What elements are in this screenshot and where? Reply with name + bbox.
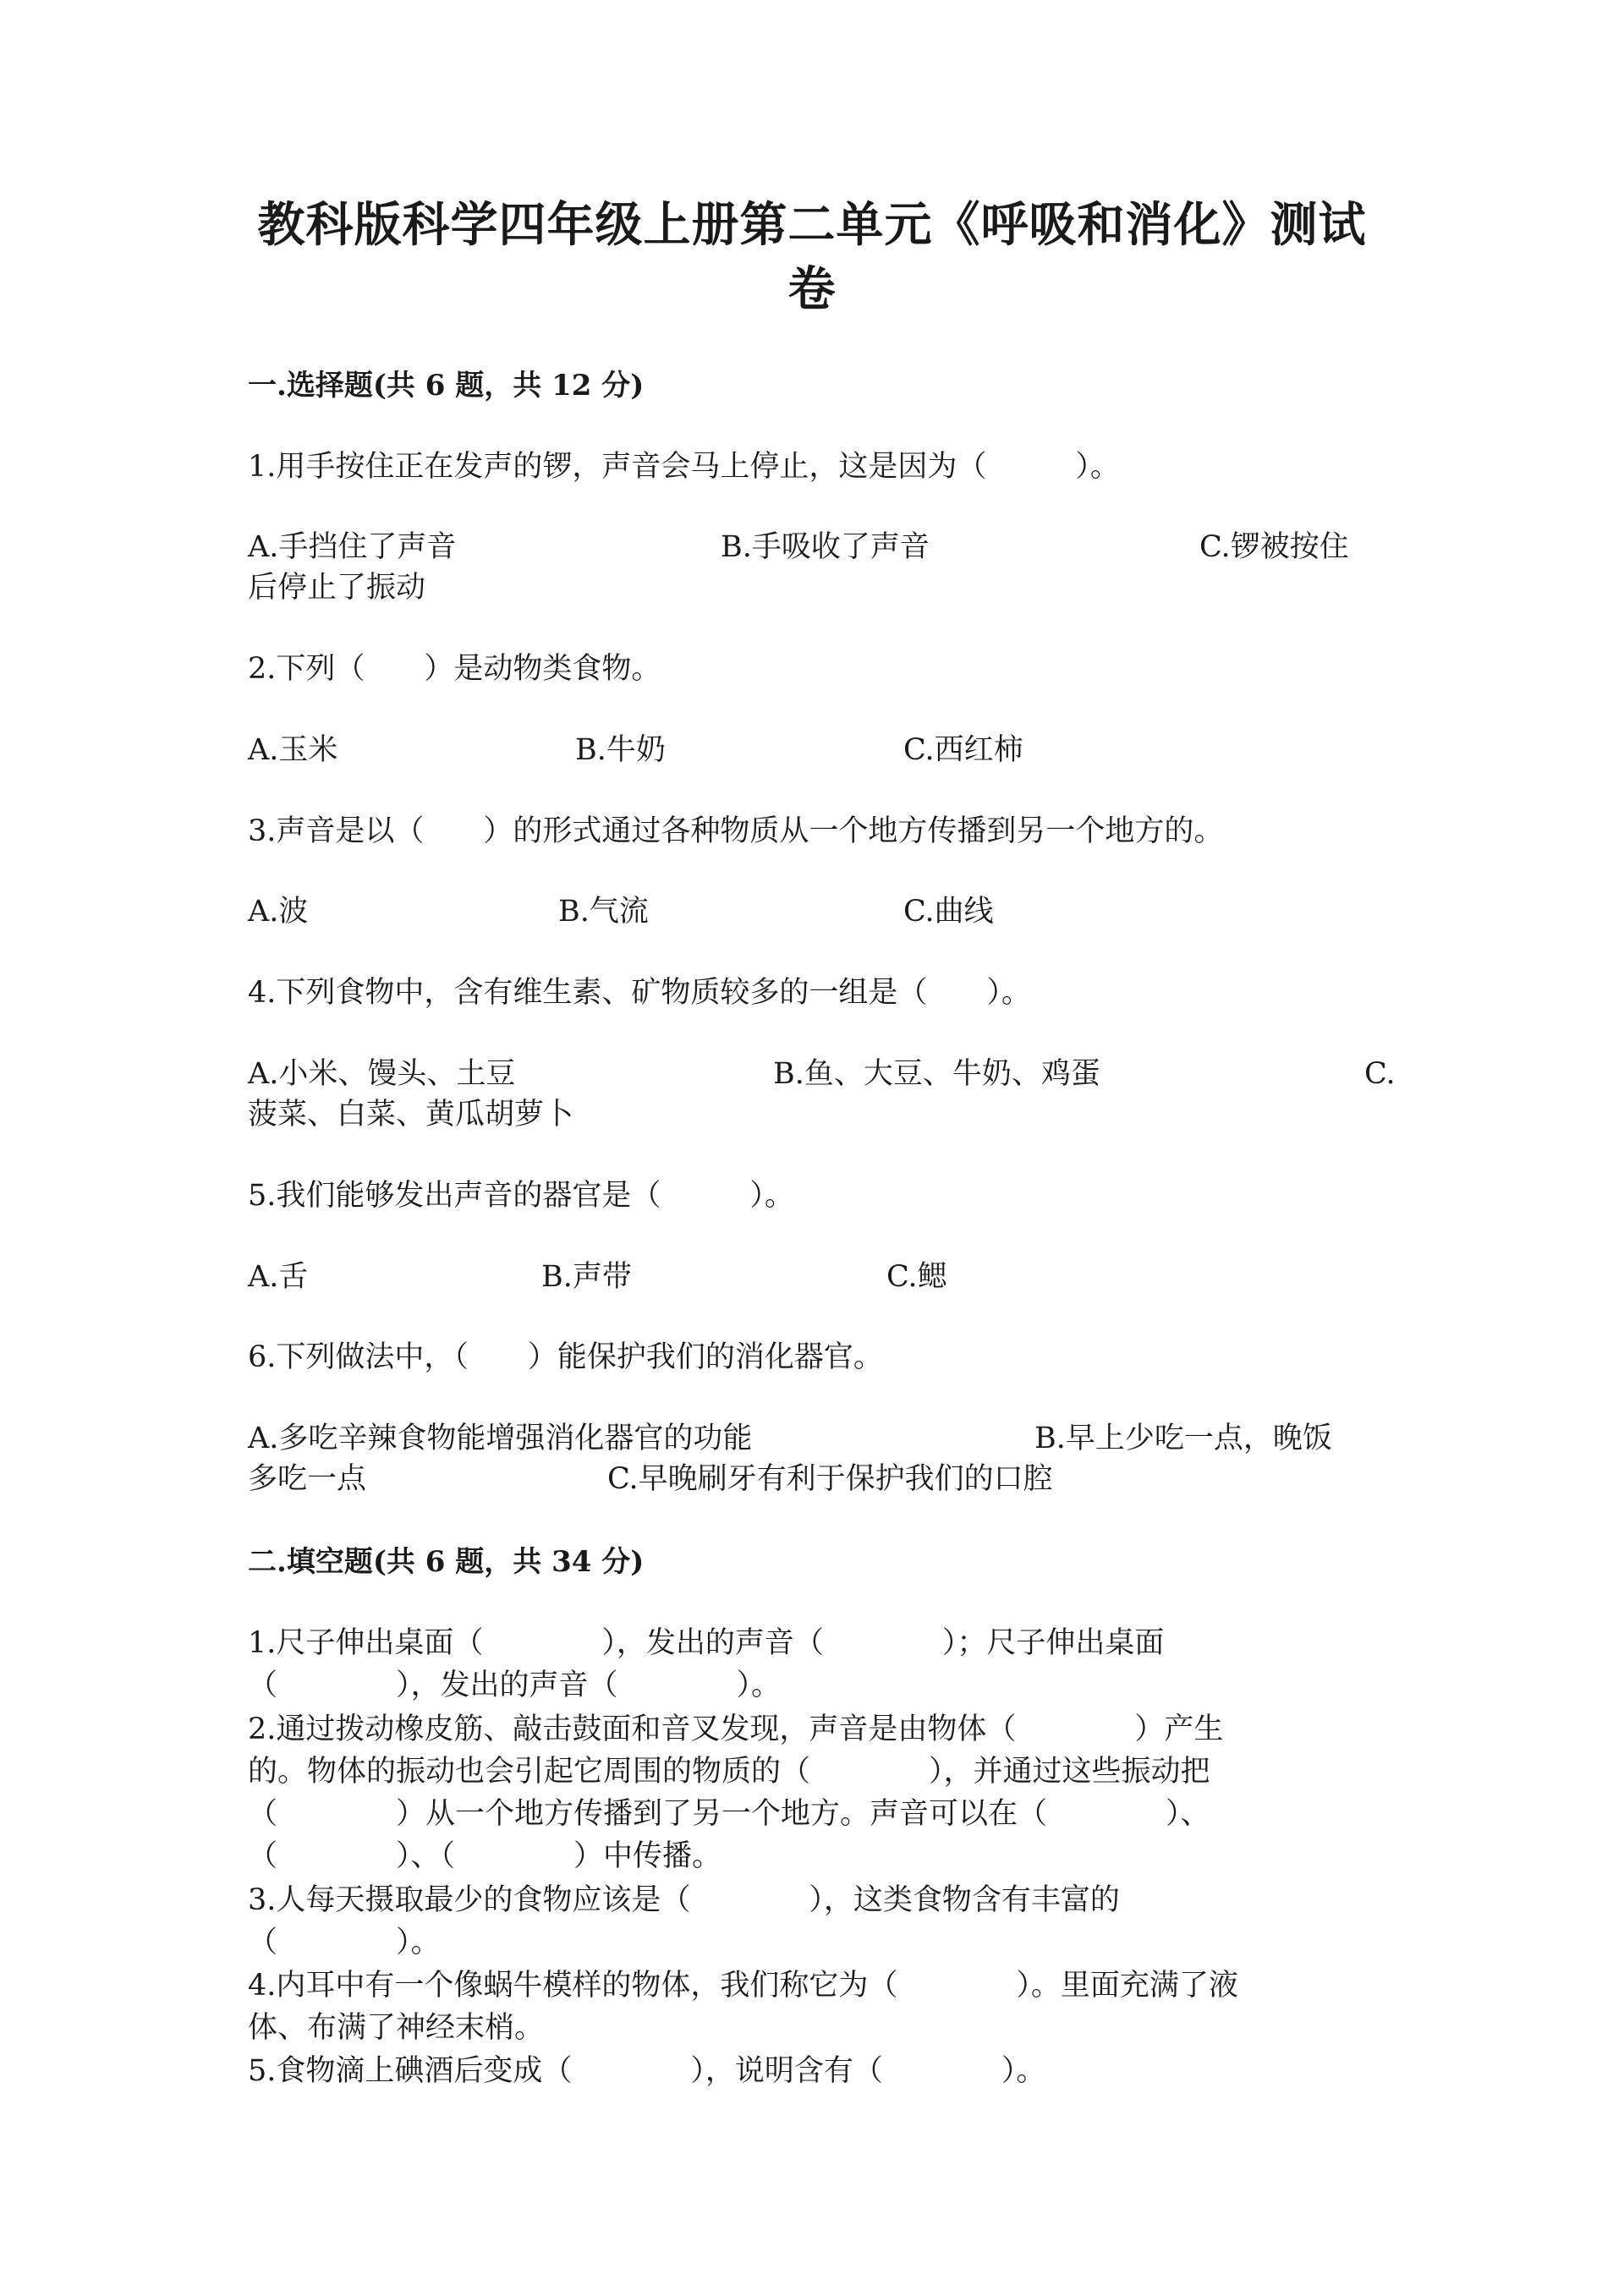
question-stem: 1.用手按住正在发声的锣，声音会马上停止，这是因为（ ）。 — [248, 450, 1120, 484]
option-a: A.手挡住了声音 — [248, 530, 457, 564]
fill-question-line: （ ）、（ ）中传播。 — [248, 1839, 722, 1873]
option-b-continued: 多吃一点 — [248, 1462, 367, 1496]
option-a: A.小米、馒头、土豆 — [248, 1057, 516, 1091]
section-heading-choice: 一.选择题(共 6 题，共 12 分) — [248, 369, 645, 403]
option-b: B.手吸收了声音 — [721, 530, 930, 564]
option-a: A.舌 — [248, 1260, 309, 1294]
option-c: C.早晚刷牙有利于保护我们的口腔 — [607, 1462, 1053, 1496]
option-c: C.曲线 — [903, 895, 994, 929]
question-stem: 6.下列做法中，（ ）能保护我们的消化器官。 — [248, 1340, 883, 1374]
question-stem: 3.声音是以（ ）的形式通过各种物质从一个地方传播到另一个地方的。 — [248, 814, 1224, 848]
option-a: A.多吃辛辣食物能增强消化器官的功能 — [248, 1422, 753, 1455]
option-b: B.鱼、大豆、牛奶、鸡蛋 — [773, 1057, 1100, 1091]
option-c: C. — [1364, 1057, 1396, 1091]
option-c: C.鳃 — [886, 1260, 947, 1294]
option-b: B.声带 — [541, 1260, 632, 1294]
fill-question-line: （ ），发出的声音（ ）。 — [248, 1669, 782, 1702]
fill-question-line: （ ）从一个地方传播到了另一个地方。声音可以在（ ）、 — [248, 1797, 1210, 1831]
option-b: B.早上少吃一点，晚饭 — [1034, 1422, 1332, 1455]
fill-question-line: 4.内耳中有一个像蜗牛模样的物体，我们称它为（ ）。里面充满了液 — [248, 1969, 1238, 2003]
option-c-continued: 后停止了振动 — [248, 571, 426, 605]
section-heading-fill: 二.填空题(共 6 题，共 34 分) — [248, 1545, 645, 1579]
option-c: C.西红柿 — [903, 733, 1023, 767]
option-a: A.波 — [248, 895, 309, 929]
option-a: A.玉米 — [248, 733, 338, 767]
question-stem: 2.下列（ ）是动物类食物。 — [248, 652, 661, 686]
fill-question-line: （ ）。 — [248, 1926, 441, 1959]
option-b: B.牛奶 — [575, 733, 666, 767]
fill-question-line: 5.食物滴上碘酒后变成（ ），说明含有（ ）。 — [248, 2054, 1046, 2088]
fill-question-line: 3.人每天摄取最少的食物应该是（ ），这类食物含有丰富的 — [248, 1883, 1120, 1917]
option-b: B.气流 — [558, 895, 649, 929]
fill-question-line: 1.尺子伸出桌面（ ），发出的声音（ ）；尺子伸出桌面 — [248, 1626, 1165, 1660]
fill-question-line: 体、布满了神经末梢。 — [248, 2011, 545, 2045]
fill-question-line: 的。物体的振动也会引起它周围的物质的（ ），并通过这些振动把 — [248, 1755, 1210, 1789]
fill-question-line: 2.通过拨动橡皮筋、敲击鼓面和音叉发现，声音是由物体（ ）产生 — [248, 1712, 1224, 1746]
option-c: C.锣被按住 — [1199, 530, 1349, 564]
page-title: 教科版科学四年级上册第二单元《呼吸和消化》测试卷 — [257, 197, 1367, 317]
question-stem: 4.下列食物中，含有维生素、矿物质较多的一组是（ ）。 — [248, 976, 1031, 1010]
question-stem: 5.我们能够发出声音的器官是（ ）。 — [248, 1179, 794, 1213]
option-c-continued: 菠菜、白菜、黄瓜胡萝卜 — [248, 1098, 574, 1132]
